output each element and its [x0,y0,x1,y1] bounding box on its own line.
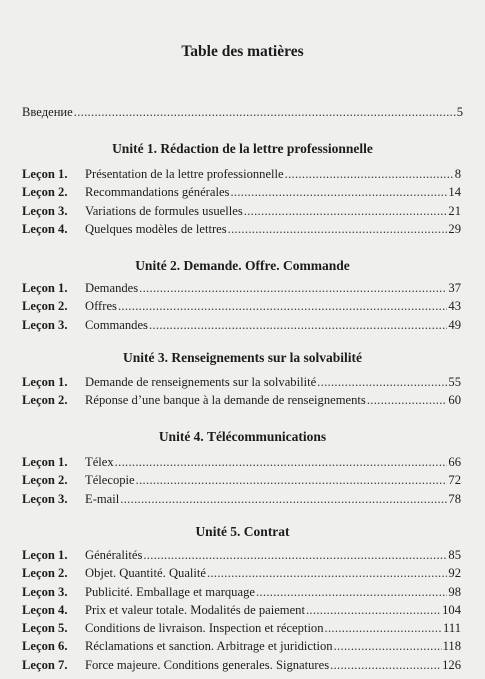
lesson-number: Leçon 1. [22,455,68,469]
page-number: 49 [448,317,461,332]
toc-entry-intro[interactable] [22,103,463,121]
lesson-title: Commandes [85,317,148,332]
page-number: 29 [448,221,461,236]
toc-entry[interactable] [22,316,461,334]
lesson-title: Généralités [85,548,143,562]
dot-leader [334,637,442,655]
unit-heading[interactable]: Unité 3. Renseignements sur la solvabilité [123,350,362,365]
dot-leader [228,220,448,238]
page-number: 118 [442,639,461,654]
dot-leader [256,583,447,601]
dot-leader [330,656,441,674]
lesson-title: Recommandations générales [85,185,230,200]
lesson-title: Variations de formules usuelles [85,203,243,218]
lesson-title: Conditions de livraison. Inspection et réception [85,621,324,636]
unit-heading[interactable]: Unité 2. Demande. Offre. Commande [135,258,350,273]
page-number: 55 [448,375,461,389]
lesson-number: Leçon 6. [22,639,68,654]
dot-leader [139,279,447,297]
lesson-title: E-mail [85,491,120,506]
lesson-title: Réponse d’une banque à la demande de renseignements [85,393,366,408]
dot-leader [120,490,447,508]
dot-leader [118,297,447,315]
toc-entry[interactable] [22,583,461,601]
page-title: Table des matières [181,43,304,60]
intro-label: Введение [22,105,73,119]
page-number: 5 [456,105,463,119]
page-number: 98 [448,584,461,599]
dot-leader [367,391,448,409]
page-number: 60 [448,393,461,408]
lesson-number: Leçon 3. [22,491,68,506]
page-number: 126 [442,657,461,672]
dot-leader [244,202,448,220]
dot-leader [207,564,447,582]
lesson-number: Leçon 1. [22,167,68,181]
toc-entry[interactable] [22,601,461,619]
lesson-title: Télecopie [85,473,135,488]
toc-entry[interactable] [22,490,461,508]
dot-leader [306,601,441,619]
lesson-number: Leçon 1. [22,375,68,389]
lesson-list [22,165,461,238]
dot-leader [149,316,447,334]
unit-heading[interactable]: Unité 4. Télécommunications [158,429,327,444]
toc-entry[interactable] [22,453,461,471]
page-number: 111 [443,621,461,636]
lesson-title: Objet. Quantité. Qualité [85,566,207,581]
lesson-number: Leçon 1. [22,548,68,562]
lesson-title: Télex [85,455,114,469]
lesson-title: Quelques modèles de lettres [85,221,227,236]
page-number: 14 [448,185,461,200]
dot-leader [136,471,448,489]
toc-entry[interactable] [22,637,461,655]
toc-entry[interactable] [22,279,461,297]
lesson-number: Leçon 1. [22,281,68,295]
page-number: 8 [454,167,461,181]
toc-entry[interactable] [22,656,461,674]
dot-leader [74,103,456,121]
lesson-number: Leçon 4. [22,221,68,236]
lesson-title: Demande de renseignements sur la solvabilité [85,375,317,389]
toc-entry[interactable] [22,183,461,201]
page-number: 78 [448,491,461,506]
lesson-list [22,279,461,334]
page-number: 37 [448,281,461,295]
toc-entry[interactable] [22,373,461,391]
unit-heading[interactable]: Unité 5. Contrat [195,524,290,539]
lesson-number: Leçon 7. [22,657,68,672]
page-number: 66 [448,455,461,469]
lesson-number: Leçon 5. [22,621,68,636]
lesson-number: Leçon 2. [22,473,68,488]
page-number: 85 [448,548,461,562]
lesson-number: Leçon 3. [22,584,68,599]
dot-leader [230,183,447,201]
lesson-number: Leçon 4. [22,602,68,617]
lesson-title: Offres [85,299,117,314]
lesson-title: Demandes [85,281,139,295]
dot-leader [325,619,443,637]
toc-entry[interactable] [22,220,461,238]
lesson-number: Leçon 2. [22,566,68,581]
lesson-number: Leçon 2. [22,393,68,408]
lesson-title: Force majeure. Conditions generales. Signatures [85,657,330,672]
page-number: 104 [442,602,461,617]
lesson-number: Leçon 3. [22,203,68,218]
dot-leader [285,165,454,183]
unit-heading[interactable]: Unité 1. Rédaction de la lettre professionnelle [112,141,373,156]
lesson-number: Leçon 3. [22,317,68,332]
toc-entry[interactable] [22,391,461,409]
toc-entry[interactable] [22,619,461,637]
toc-entry[interactable] [22,165,461,183]
page-number: 21 [448,203,461,218]
lesson-title: Publicité. Emballage et marquage [85,584,255,599]
toc-entry[interactable] [22,297,461,315]
lesson-number: Leçon 2. [22,299,68,314]
dot-leader [317,373,447,391]
toc-entry[interactable] [22,471,461,489]
dot-leader [143,546,447,564]
toc-entry[interactable] [22,202,461,220]
lesson-title: Réclamations et sanction. Arbitrage et juridiction [85,639,333,654]
lesson-number: Leçon 2. [22,185,68,200]
page-number: 92 [448,566,461,581]
toc-entry[interactable] [22,546,461,564]
lesson-title: Présentation de la lettre professionnelle [85,167,284,181]
dot-leader [115,453,448,471]
toc-entry[interactable] [22,564,461,582]
page-number: 72 [448,473,461,488]
page-number: 43 [448,299,461,314]
lesson-list [22,546,461,674]
lesson-title: Prix et valeur totale. Modalités de paiement [85,602,305,617]
lesson-list [22,453,461,508]
lesson-list [22,373,461,410]
